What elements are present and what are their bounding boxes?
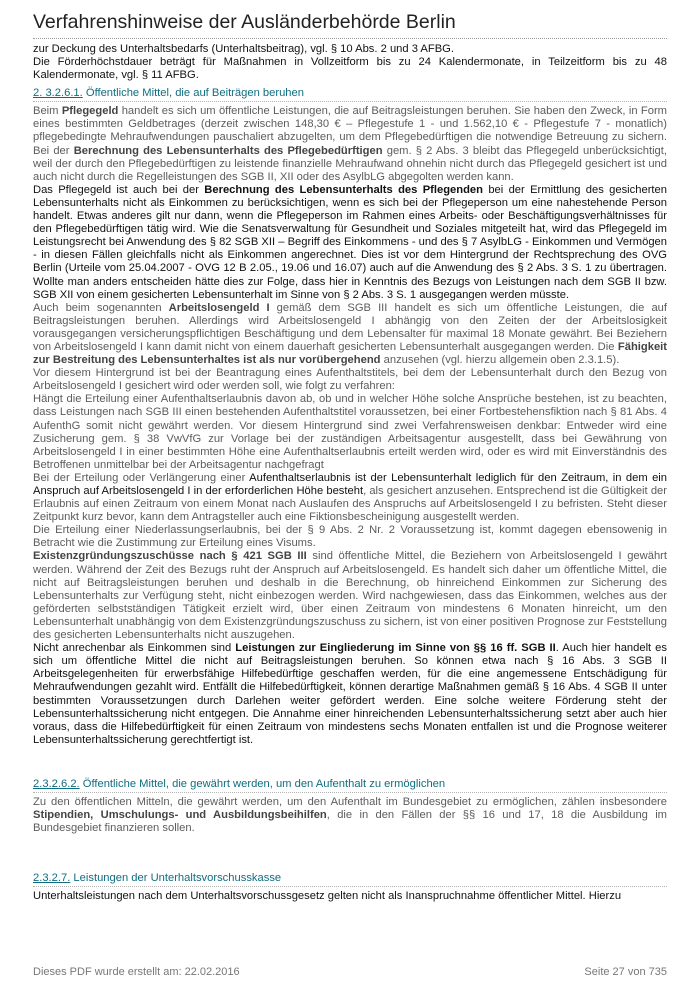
- document-body: [33, 43, 667, 903]
- page-header: [33, 10, 667, 39]
- creation-date: Dieses PDF wurde erstellt am: 22.02.2016: [33, 966, 240, 978]
- section-title[interactable]: Öffentliche Mittel, die gewährt werden, um den Aufenthalt zu ermöglichen: [79, 777, 446, 790]
- paragraph: zur Deckung des Unterhaltsbedarfs (Unterhaltsbeitrag), vgl. § 10 Abs. 2 und 3 AFBG.: [33, 43, 454, 55]
- paragraph: Vor diesem Hintergrund ist bei der Beantragung eines Aufenthaltstitels, bei dem der Lebensunterhalt durch den Bezug von Arbeitslosengeld I gesichert wird oder werden soll, wie folgt zu verfahren:: [33, 367, 667, 393]
- page-number: Seite 27 von 735: [584, 966, 667, 978]
- section-number[interactable]: 2.3.2.7.: [33, 872, 71, 885]
- section-heading[interactable]: [33, 86, 667, 102]
- paragraph: Die Erteilung einer Niederlassungserlaubnis, bei der § 9 Abs. 2 Nr. 2 Voraussetzung ist, kommt dagegen ebensowenig in Betracht wie die Zustimmung zur Erteilung eines Visums.: [33, 524, 667, 550]
- section-heading[interactable]: [33, 871, 667, 887]
- document-title: Verfahrenshinweise der Ausländerbehörde Berlin: [33, 11, 456, 33]
- paragraph: Die Förderhöchstdauer beträgt für Maßnahmen in Vollzeitform bis zu 24 Kalendermonate, in Teilzeitform bis zu 48 Kalendermonate, vgl. § 11 AFBG.: [33, 56, 667, 82]
- section-title[interactable]: Leistungen der Unterhaltsvorschusskasse: [70, 872, 282, 885]
- paragraph: Bei der Erteilung oder Verlängerung einer Aufenthaltserlaubnis ist der Lebensunterhalt lediglich für den Zeitraum, in dem ein Anspruch auf Arbeitslosengeld I in der erforderlichen Höhe besteht, als gesichert anzusehen. Entsprechend ist die Gültigkeit der Erlaubnis auf einen Zeitraum von einem Monat nach Auslaufen des Anspruchs auf Arbeitslosengeld I zu befristen. Steht dieser Zeitpunkt kurz bevor, kann dem Antragsteller auch eine Fiktionsbescheinigung ausgestellt werden.: [33, 471, 667, 524]
- paragraph: Nicht anrechenbar als Einkommen sind Leistungen zur Eingliederung im Sinne von §§ 16 ff. SGB II. Auch hier handelt es sich um öffentliche Mittel die nicht auf Beitragsleistungen beruhen. So können etwa nach § 16 Abs. 3 SGB II Arbeitsgelegenheiten für erwerbsfähige Hilfebedürftige geschaffen werden, für die eine angemessene Entschädigung für Mehraufwendungen gezahlt wird. Entfällt die Hilfebedürftigkeit, können derartige Maßnahmen gemäß § 16 Abs. 4 SGB II unter bestimmten Voraussetzungen durch Darlehen weiter gefördert werden. Eine solche weitere Förderung steht der Lebensunterhaltssicherung nicht entgegen. Die Annahme einer hinreichenden Lebensunterhaltssicherung setzt aber auch hier voraus, dass die Hilfebedürftigkeit für einen Zeitraum von mindestens sechs Monaten entfallen ist und die Prognose weiterer Lebensunterhaltssicherung gerechtfertigt ist.: [33, 642, 668, 746]
- page-footer: [33, 966, 667, 978]
- paragraph: Das Pflegegeld ist auch bei der Berechnung des Lebensunterhalts des Pflegenden bei der Ermittlung des gesicherten Lebensunterhalts nicht als Einkommen zu berücksichtigen, wenn es sich bei der Pflegeperson um eine nahestehende Person handelt. Etwas anderes gilt nur dann, wenn die Pflegeperson im Rahmen eines Arbeits- oder Beschäftigungsverhältnisses für den Pflegebedürftigen tätig wird. Wie die Senatsverwaltung für Gesundheit und Soziales mitgeteilt hat, wird das Pflegegeld im Leistungsrecht bei Anwendung des § 82 SGB XII – Begriff des Einkommens - und des § 7 AsylbLG - Einkommen und Vermögen - in diesen Fällen gleichfalls nicht als Einkommen angerechnet. Dies ist vor dem Hintergrund der Rechtsprechung des OVG Berlin (Urteile vom 25.04.2007 - OVG 12 B 2.05., 19.06 und 16.07) auch auf die Anwendung des § 2 Abs. 3 S. 1 zu übertragen. Wollte man anders entscheiden hätte dies zur Folge, dass hier in Kenntnis des Bezugs von Leistungen nach dem SGB II bzw. SGB XII von einem gesicherten Lebensunterhalt im Sinne von § 2 Abs. 3 S. 1 ausgegangen werden müsste.: [33, 183, 667, 301]
- section-number[interactable]: 2.3.2.6.2.: [33, 777, 80, 790]
- paragraph: Hängt die Erteilung einer Aufenthaltserlaubnis davon ab, ob und in welcher Höhe solche Ansprüche bestehen, ist zu beachten, dass Leistungen nach SGB III einen bestehenden Aufenthaltstitel voraussetzen, bei einer Fortbestehensfiktion nach § 81 Abs. 4 AufenthG somit nicht gewährt werden. Vor diesem Hintergrund sind zwei Verfahrensweisen denkbar: Entweder wird eine Zusicherung gem. § 38 VwVfG zur Vorlage bei der zuständigen Arbeitsagentur ausgestellt, dass bei Gewährung von Arbeitslosengeld I in einer bestimmten Höhe eine Aufenthaltserlaubnis erteilt werden wird, oder es wird mit Einverständnis des Betroffenen unmittelbar bei der Arbeitsagentur nachgefragt: [33, 393, 667, 471]
- section-title[interactable]: Öffentliche Mittel, die auf Beiträgen beruhen: [82, 87, 304, 100]
- section-number[interactable]: 2. 3.2.6.1.: [33, 87, 83, 100]
- paragraph: Existenzgründungszuschüsse nach § 421 SGB III sind öffentliche Mittel, die Beziehern von Arbeitslosengeld I gewährt werden. Während der Zeit des Bezugs ruht der Anspruch auf Arbeitslosengeld. Es handelt sich daher um öffentliche Mittel, die nicht auf Beitragsleistungen beruhen und deshalb in die Berechnung, ob hinreichend Einkommen zur Sicherung des Lebensunterhalts zur Verfügung steht, nicht einbezogen werden. Wird nachgewiesen, dass das Einkommen, welches aus der geförderten selbstständigen Tätigkeit erzielt wird, über einen Zeitraum von mindestens 6 Monaten hinreicht, um den Lebensunterhalt unabhängig von dem Existenzgründungszuschuss zu sichern, ist von einer positiven Prognose zur Feststellung des gesicherten Lebensunterhalts nicht auszugehen.: [33, 550, 667, 642]
- paragraph: Auch beim sogenannten Arbeitslosengeld I gemäß dem SGB III handelt es sich um öffentliche Leistungen, die auf Beitragsleistungen beruhen. Allerdings wird Arbeitslosengeld I abhängig von den Zeiten der der Arbeitslosigkeit vorausgegangen versicherungspflichtigen Beschäftigung und dem Lebensalter für maximal 18 Monate gewährt. Bei Beziehern von Arbeitslosengeld I kann damit nicht von einem dauerhaft gesicherten Lebensunterhalt ausgegangen werden. Die Fähigkeit zur Bestreitung des Lebensunterhaltes ist als nur vorübergehend anzusehen (vgl. hierzu allgemein oben 2.3.1.5).: [33, 301, 667, 367]
- paragraph: Beim Pflegegeld handelt es sich um öffentliche Leistungen, die auf Beitragsleistungen beruhen. Sie haben den Zweck, in Form eines bestimmten Geldbetrages (derzeit zwischen 148,30 € – Pflegestufe 1 - und 1.562,10 € - Pflegestufe 7 - monatlich) pflegebedingte Mehraufwendungen pauschaliert abzugelten, um dem Pflegebedürftigen die notwendige Betreuung zu sichern. Bei der Berechnung des Lebensunterhalts des Pflegebedürftigen gem. § 2 Abs. 3 bleibt das Pflegegeld unberücksichtigt, weil der durch den Pflegebedürftigen zu leistende finanzielle Mehraufwand ohnehin nicht durch das Pflegegeld gesichert ist und auch nicht durch die Regelleistungen des SGB II, XII oder des AsylbLG abgegolten werden kann.: [33, 105, 667, 183]
- section-heading[interactable]: [33, 777, 667, 793]
- paragraph: Unterhaltsleistungen nach dem Unterhaltsvorschussgesetz gelten nicht als Inanspruchnahme öffentlicher Mittel. Hierzu: [33, 890, 622, 903]
- paragraph: Zu den öffentlichen Mitteln, die gewährt werden, um den Aufenthalt im Bundesgebiet zu ermöglichen, zählen insbesondere Stipendien, Umschulungs- und Ausbildungsbeihilfen, die in den Fällen der §§ 16 und 17, 18 die Ausbildung im Bundesgebiet finanzieren sollen.: [33, 795, 668, 835]
